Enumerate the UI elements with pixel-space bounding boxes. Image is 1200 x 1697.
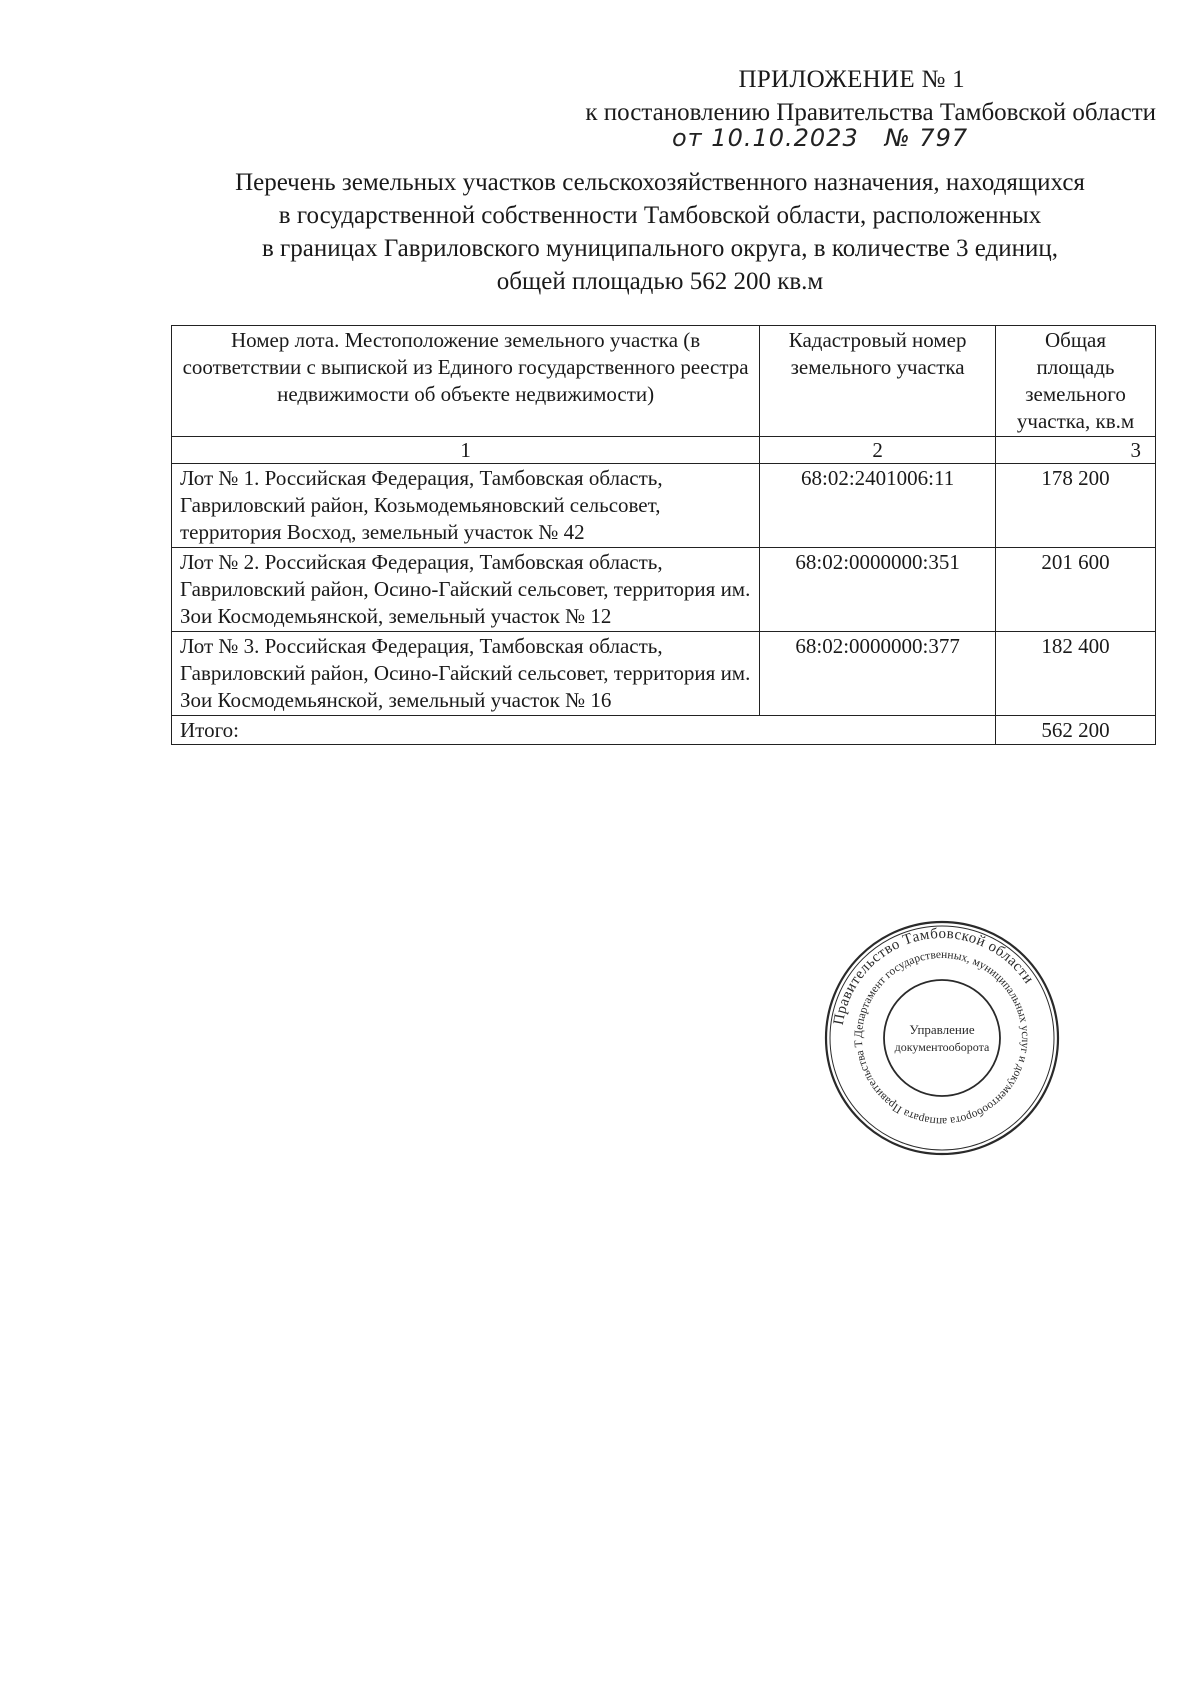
table-row	[172, 548, 1156, 632]
header-area: Общая площадь земельного участка, кв.м	[996, 326, 1156, 437]
table-header-row	[172, 326, 1156, 437]
document-title	[160, 166, 1160, 298]
table-row	[172, 464, 1156, 548]
cadastral-number: 68:02:0000000:351	[760, 548, 996, 632]
parcels-table	[171, 325, 1156, 745]
title-line: в государственной собственности Тамбовской области, расположенных	[278, 202, 1042, 229]
lot-location: Лот № 2. Российская Федерация, Тамбовская область, Гавриловский район, Осино-Гайский сельсовет, территория им. Зои Космодемьянской, земельный участок № 12	[172, 548, 760, 632]
header-location: Номер лота. Местоположение земельного участка (в соответствии с выпиской из Единого государственного реестра недвижимости об объекте недвижимости)	[172, 326, 760, 437]
title-line: Перечень земельных участков сельскохозяйственного назначения, находящихся	[235, 169, 1085, 196]
total-value: 562 200	[996, 716, 1156, 745]
header-cadastral: Кадастровый номер земельного участка	[760, 326, 996, 437]
stamp-center-line1: Управление	[909, 1022, 975, 1037]
lot-location: Лот № 3. Российская Федерация, Тамбовская область, Гавриловский район, Осино-Гайский сельсовет, территория им. Зои Космодемьянской, земельный участок № 16	[172, 632, 760, 716]
lot-location: Лот № 1. Российская Федерация, Тамбовская область, Гавриловский район, Козьмодемьяновский сельсовет, территория Восход, земельный участок № 42	[172, 464, 760, 548]
total-row	[172, 716, 1156, 745]
stamp-ring-text: Департамент государственных, муниципальных услуг и документооборота аппарата Правительства Т	[852, 948, 1032, 1128]
official-stamp	[822, 918, 1062, 1158]
table-row	[172, 632, 1156, 716]
cadastral-number: 68:02:2401006:11	[760, 464, 996, 548]
stamp-outer-text: Правительство Тамбовской области	[830, 925, 1037, 1027]
column-number: 1	[172, 437, 760, 464]
title-line: в границах Гавриловского муниципального округа, в количестве 3 единиц,	[261, 235, 1059, 262]
annex-heading: ПРИЛОЖЕНИЕ № 1	[738, 66, 965, 93]
parcel-area: 201 600	[996, 548, 1156, 632]
title-line: общей площадью 562 200 кв.м	[496, 268, 824, 295]
parcel-area: 182 400	[996, 632, 1156, 716]
column-number: 3	[996, 437, 1156, 464]
handwritten-number: № 797	[884, 124, 969, 152]
column-number: 2	[760, 437, 996, 464]
parcel-area: 178 200	[996, 464, 1156, 548]
handwritten-date-number	[672, 124, 968, 152]
stamp-seal-graphic	[822, 918, 1062, 1158]
stamp-center-line2: документооборота	[894, 1040, 990, 1054]
column-number-row	[172, 437, 1156, 464]
annex-reference: к постановлению Правительства Тамбовской области	[585, 99, 1156, 126]
handwritten-date: от 10.10.2023	[672, 124, 859, 152]
cadastral-number: 68:02:0000000:377	[760, 632, 996, 716]
total-label: Итого:	[172, 716, 996, 745]
